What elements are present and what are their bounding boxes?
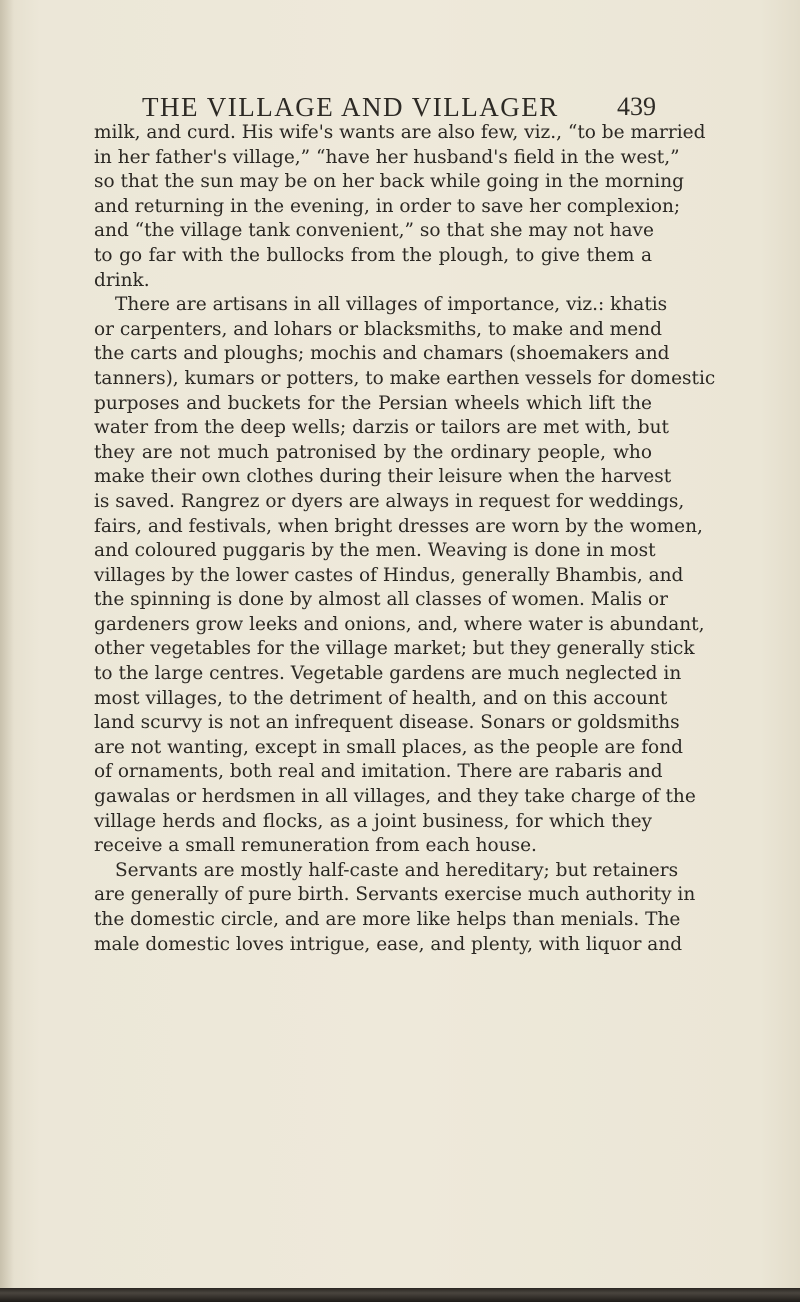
text-line: they are not much patronised by the ordinary people, who: [94, 441, 652, 463]
text-line: male domestic loves intrigue, ease, and plenty, with liquor and: [94, 933, 683, 955]
text-line: village herds and flocks, as a joint business, for which they: [94, 810, 652, 832]
text-line: to the large centres. Vegetable gardens are much neglected in: [94, 663, 682, 685]
text-line: water from the deep wells; darzis or tailors are met with, but: [94, 417, 669, 439]
page-gutter-shadow: [0, 0, 14, 1302]
text-line: land scurvy is not an infrequent disease. Sonars or goldsmiths: [94, 712, 680, 734]
paragraph-start-line: Servants are mostly half-caste and hereditary; but retainers: [115, 859, 679, 881]
text-line: to go far with the bullocks from the plough, to give them a: [94, 244, 652, 266]
running-title: THE VILLAGE AND VILLAGER: [142, 92, 559, 122]
text-line: the spinning is done by almost all classes of women. Malis or: [94, 589, 668, 611]
text-line: drink.: [94, 269, 150, 291]
text-line: so that the sun may be on her back while going in the morning: [94, 171, 684, 193]
text-line: gawalas or herdsmen in all villages, and they take charge of the: [94, 786, 696, 808]
text-line: milk, and curd. His wife's wants are also few, viz., “to be married: [94, 122, 706, 143]
text-line: villages by the lower castes of Hindus, generally Bhambis, and: [94, 564, 684, 586]
text-line: and returning in the evening, in order to save her complexion;: [94, 195, 681, 217]
text-line: are not wanting, except in small places, as the people are fond: [94, 736, 683, 758]
page-bottom-edge: [0, 1288, 800, 1302]
paragraph-start-line: There are artisans in all villages of importance, viz.: khatis: [115, 294, 668, 316]
page-number: 439: [617, 92, 656, 121]
text-line: is saved. Rangrez or dyers are always in request for weddings,: [94, 490, 685, 512]
page-header: [96, 90, 656, 124]
text-line: make their own clothes during their leisure when the harvest: [94, 466, 672, 488]
text-line: the domestic circle, and are more like helps than menials. The: [94, 909, 681, 930]
text-line: tanners), kumars or potters, to make earthen vessels for domestic: [94, 367, 716, 389]
body-text: [94, 121, 716, 957]
text-line: receive a small remuneration from each house.: [94, 835, 537, 857]
text-line: the carts and ploughs; mochis and chamars (shoemakers and: [94, 343, 670, 365]
text-line: and coloured puggaris by the men. Weaving is done in most: [94, 540, 656, 562]
text-line: and “the village tank convenient,” so that she may not have: [94, 220, 654, 242]
text-line: are generally of pure birth. Servants exercise much authority in: [94, 884, 696, 906]
text-line: most villages, to the detriment of health, and on this account: [94, 687, 668, 709]
text-line: of ornaments, both real and imitation. There are rabaris and: [94, 761, 663, 783]
text-line: or carpenters, and lohars or blacksmiths, to make and mend: [94, 318, 662, 340]
text-line: other vegetables for the village market; but they generally stick: [94, 638, 695, 660]
text-line: fairs, and festivals, when bright dresses are worn by the women,: [94, 515, 703, 537]
text-line: in her father's village,” “have her husband's field in the west,”: [94, 146, 680, 168]
text-line: purposes and buckets for the Persian wheels which lift the: [94, 392, 652, 414]
text-line: gardeners grow leeks and onions, and, where water is abundant,: [94, 613, 705, 635]
